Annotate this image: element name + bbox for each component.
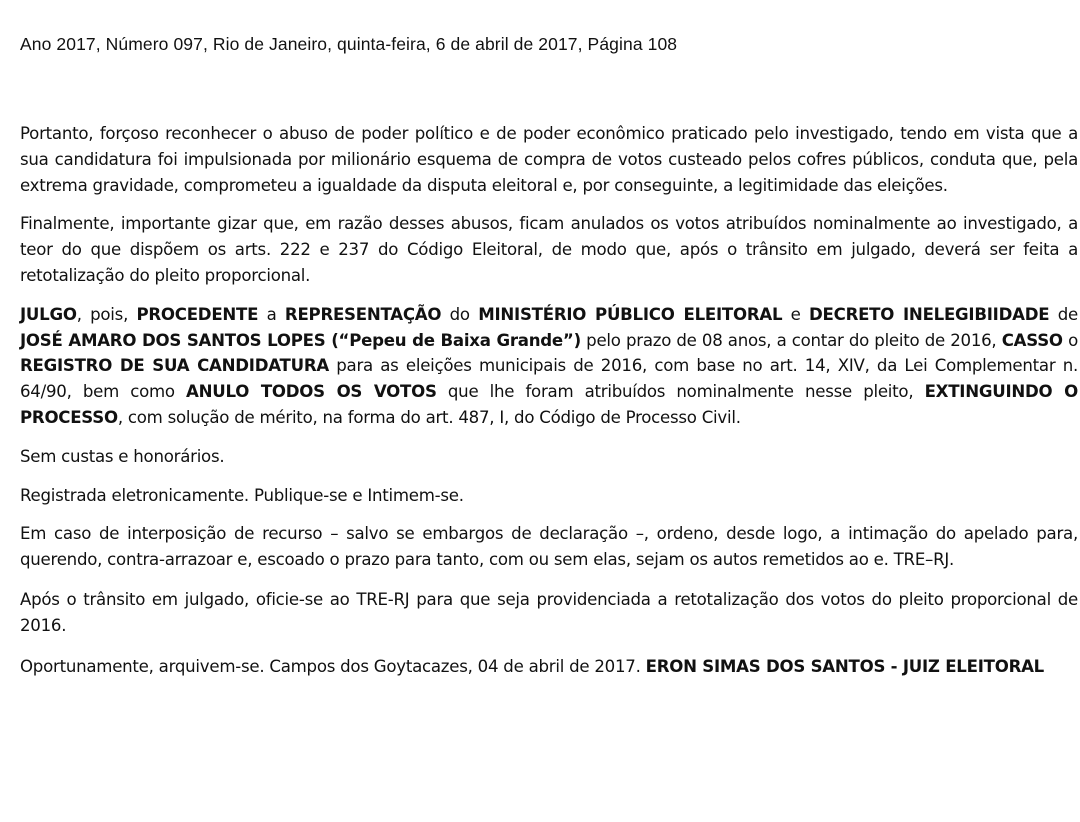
judgment-text: , com solução de mérito, na forma do art. 487, I, do Código de Processo Civil. [117, 407, 741, 427]
judgment-keyword: MINISTÉRIO PÚBLICO ELEITORAL [478, 304, 783, 324]
judgment-text: de [1049, 304, 1078, 324]
judgment-text: para as eleições municipais de 2016, com base no art. 14, XIV, da Lei Complementar n. 64/90, bem como [20, 356, 1078, 402]
judgment-text: a [258, 304, 285, 324]
judgment-keyword: CASSO [1001, 330, 1063, 350]
closing-text: Oportunamente, arquivem-se. Campos dos Goytacazes, 04 de abril de 2017. [20, 656, 646, 676]
paragraph-registration: Registrada eletronicamente. Publique-se e Intimem-se. [20, 485, 464, 505]
document-body [20, 121, 1078, 692]
judgment-keyword: PROCEDENTE [136, 304, 259, 324]
judgment-keyword: DECRETO INELEGIBIIDADE [809, 304, 1050, 324]
judge-signature: ERON SIMAS DOS SANTOS - JUIZ ELEITORAL [645, 656, 1045, 676]
paragraph-abuse-of-power: Portanto, forçoso reconhecer o abuso de poder político e de poder econômico praticado pelo investigado, tendo em vista que a sua candidatura foi impulsionada por milionário esquema de compra de votos custeado pelos cofres públicos, conduta que, pela extrema gravidade, comprometeu a igualdade da disputa eleitoral e, por conseguinte, a legitimidade das eleições. [20, 124, 1078, 195]
paragraph-costs: Sem custas e honorários. [20, 446, 225, 466]
judgment-keyword: REGISTRO DE SUA CANDIDATURA [20, 356, 329, 376]
judgment-keyword: REPRESENTAÇÃO [284, 304, 442, 324]
judgment-text: que lhe foram atribuídos nominalmente nesse pleito, [436, 382, 925, 402]
paragraph-retotalization: Após o trânsito em julgado, oficie-se ao TRE-RJ para que seja providenciada a retotalização dos votos do pleito proporcional de 2016. [20, 589, 1078, 635]
judgment-text: e [782, 304, 810, 324]
paragraph-judgment [20, 302, 1078, 431]
defendant-name: JOSÉ AMARO DOS SANTOS LOPES (“Pepeu de Baixa Grande”) [20, 330, 581, 350]
judgment-text: pelo prazo de 08 anos, a contar do pleito de 2016, [580, 330, 1002, 350]
page-header: Ano 2017, Número 097, Rio de Janeiro, quinta-feira, 6 de abril de 2017, Página 108 [20, 34, 678, 54]
judgment-keyword: EXTINGUINDO O PROCESSO [20, 382, 1078, 427]
judgment-text: , pois, [76, 304, 137, 324]
judgment-text: do [441, 304, 479, 324]
judgment-keyword: ANULO TODOS OS VOTOS [186, 382, 437, 402]
paragraph-appeal: Em caso de interposição de recurso – salvo se embargos de declaração –, ordeno, desde logo, a intimação do apelado para, querendo, contra-arrazoar e, escoado o prazo para tanto, com ou sem elas, sejam os autos remetidos ao e. TRE–RJ. [20, 524, 1078, 570]
judgment-text: o [1062, 330, 1078, 350]
paragraph-annulled-votes: Finalmente, importante gizar que, em razão desses abusos, ficam anulados os votos atribuídos nominalmente ao investigado, a teor do que dispõem os arts. 222 e 237 do Código Eleitoral, de modo que, após o trânsito em julgado, deverá ser feita a retotalização do pleito proporcional. [20, 214, 1078, 285]
judgment-keyword: JULGO [20, 304, 77, 324]
paragraph-closing [20, 654, 1078, 680]
